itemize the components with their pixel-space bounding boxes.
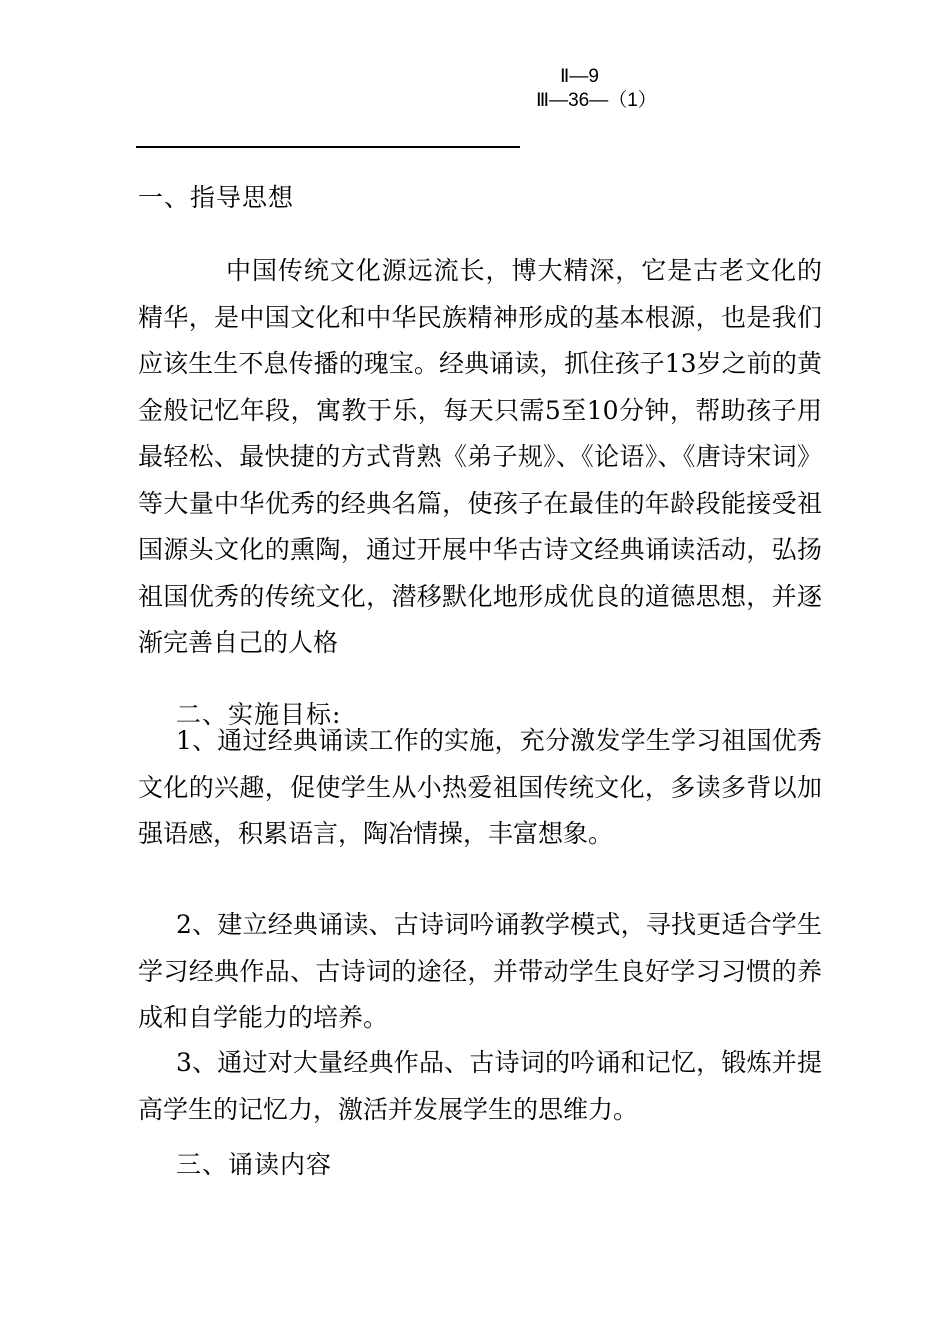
- header-rule: [136, 146, 520, 148]
- paragraph-goal-3: 3、通过对大量经典作品、古诗词的吟诵和记忆，锻炼并提高学生的记忆力，激活并发展学生的思维力。: [138, 1048, 822, 1124]
- section-heading-content: 三、诵读内容: [176, 1150, 333, 1179]
- paragraph-goal-2: 2、建立经典诵读、古诗词吟诵教学模式，寻找更适合学生学习经典作品、古诗词的途径，并带动学生良好学习习惯的养成和自学能力的培养。: [138, 910, 822, 1032]
- section-heading-guiding: 一、指导思想: [138, 183, 295, 212]
- document-code-line-1: Ⅱ—9: [560, 66, 599, 87]
- paragraph-guiding: 中国传统文化源远流长，博大精深，它是古老文化的精华，是中国文化和中华民族精神形成的基本根源，也是我们应该生生不息传播的瑰宝。经典诵读，抓住孩子13岁之前的黄金般记忆年段，寓教于乐，每天只需5至10分钟，帮助孩子用最轻松、最快捷的方式背熟《弟子规》、《论语》、《唐诗宋词》等大量中华优秀的经典名篇，使孩子在最佳的年龄段能接受祖国源头文化的熏陶，通过开展中华古诗文经典诵读活动，弘扬祖国优秀的传统文化，潜移默化地形成优良的道德思想，并逐渐完善自己的人格: [138, 256, 822, 657]
- paragraph-goal-1: 1、通过经典诵读工作的实施，充分激发学生学习祖国优秀文化的兴趣，促使学生从小热爱祖国传统文化，多读多背以加强语感，积累语言，陶冶情操，丰富想象。: [138, 726, 822, 848]
- document-code-line-2: Ⅲ—36—（1）: [536, 90, 657, 111]
- section-heading-goals: 二、实施目标:: [176, 700, 342, 729]
